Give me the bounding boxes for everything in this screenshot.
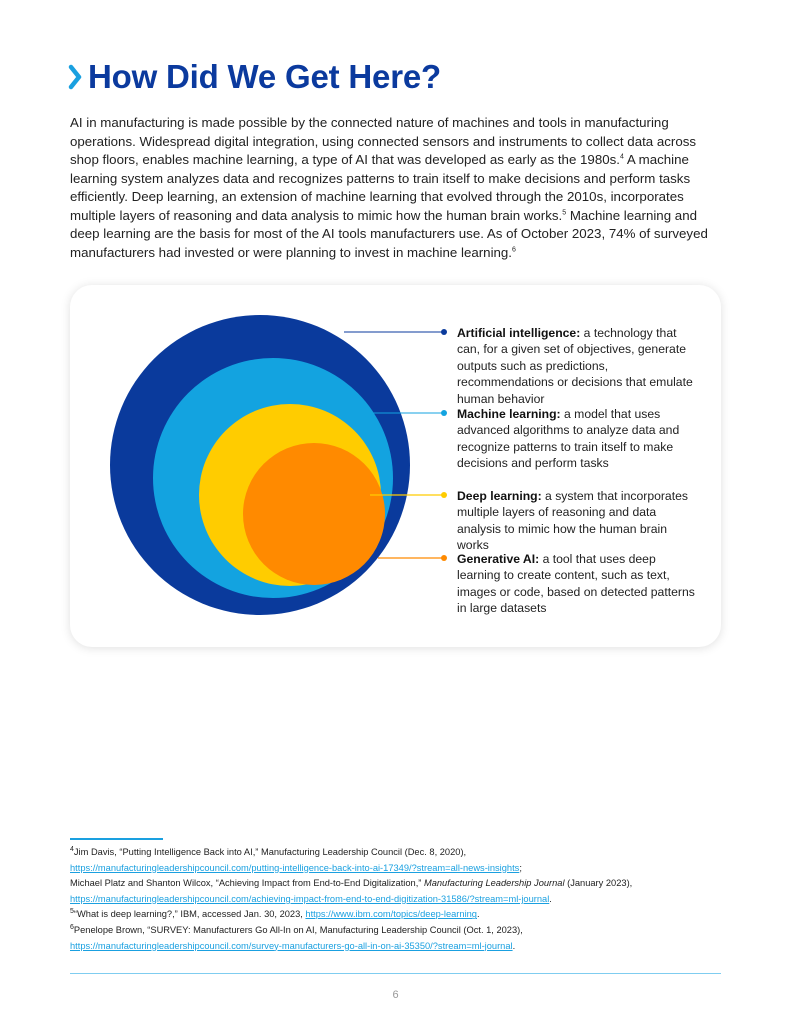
footnote-number: 6 (70, 923, 74, 931)
footnote-6-link[interactable]: https://manufacturingleadershipcouncil.com/survey-manufacturers-go-all-in-on-ai-35350/?stream=ml-journal (70, 940, 513, 951)
footnote-divider (70, 838, 163, 840)
footnote-5 (70, 907, 730, 923)
footnote-4b (70, 876, 730, 892)
legend-machine-learning (457, 406, 702, 472)
chevron-right-icon (68, 64, 82, 90)
footnotes (70, 845, 730, 954)
footnote-number: 5 (70, 908, 74, 916)
footnote-punct: . (549, 893, 552, 904)
legend-description: a system that incorporates multiple layers of reasoning and data analysis to mimic how the human brain works (457, 489, 688, 553)
footnote-text: Jim Davis, “Putting Intelligence Back into AI,” Manufacturing Leadership Council (Dec. 8, 2020), (73, 847, 467, 857)
footnote-source: Manufacturing Leadership Journal (423, 878, 565, 889)
legend-deep-learning (457, 488, 702, 554)
footnote-4b-link[interactable]: https://manufacturingleadershipcouncil.com/achieving-impact-from-end-to-end-digitization-31586/?stream=ml-journal (70, 893, 550, 904)
page-title-text: How Did We Get Here? (88, 58, 441, 95)
connector-dot-ai (441, 329, 447, 335)
footnote-6-link-line (70, 939, 730, 955)
footnote-number: 4 (70, 845, 74, 853)
legend-description: a technology that can, for a given set of objectives, generate outputs such as predictions, recommendations or decisions that emulate human behavior (457, 326, 693, 406)
footnote-ref-4: 4 (619, 153, 624, 161)
footnote-4-link[interactable]: https://manufacturingleadershipcouncil.com/putting-intelligence-back-into-ai-17349/?stream=all-news-insights (70, 862, 520, 873)
intro-text-3: Machine learning and deep learning are the basis for most of the AI tools manufacturers use. As of October 2023, 74% of surveyed manufacturers had invested or were planning to invest in machine learning. (70, 207, 708, 260)
legend-term: Deep learning: (457, 489, 542, 503)
circle-generative-ai (243, 443, 385, 585)
footer-divider (70, 973, 721, 974)
footnote-punct: . (512, 940, 516, 951)
footnote-4b-link-line (70, 892, 730, 908)
intro-paragraph (70, 114, 724, 262)
legend-description: a model that uses advanced algorithms to analyze data and recognize patterns to train itself to make decisions and perform tasks (457, 407, 680, 471)
legend-term: Machine learning: (457, 407, 561, 421)
connector-dot-dl (441, 492, 447, 498)
footnote-4-link-line (70, 861, 730, 877)
legend-generative-ai (457, 551, 702, 617)
page-title (68, 58, 441, 96)
connector-dot-genai (441, 555, 447, 561)
connector-dot-ml (441, 410, 447, 416)
legend-term: Artificial intelligence: (457, 326, 581, 340)
footnote-ref-5: 5 (562, 209, 567, 217)
footnote-4 (70, 845, 730, 861)
footnote-punct: ; (519, 862, 522, 873)
legend-artificial-intelligence (457, 325, 702, 407)
legend-term: Generative AI: (457, 552, 540, 566)
footnote-text: (January 2023), (564, 878, 633, 889)
footnote-5-link[interactable]: https://www.ibm.com/topics/deep-learning (305, 909, 477, 920)
footnote-text: Michael Platz and Shanton Wilcox, “Achieving Impact from End-to-End Digitalization,” (70, 878, 424, 889)
intro-text-2: A machine learning system analyzes data and recognizes patterns to train itself to make decisions and perform tasks efficiently. Deep learning, an extension of machine learning that evolved through the 2010s, incorporates multiple layers of reasoning and data analysis to mimic how the human brain works. (70, 152, 691, 223)
footnote-text: Penelope Brown, “SURVEY: Manufacturers Go All-In on AI, Manufacturing Leadership Council (Oct. 1, 2023), (73, 924, 523, 935)
footnote-6 (70, 923, 730, 939)
footnote-punct: . (476, 909, 480, 920)
ai-hierarchy-diagram (70, 285, 721, 647)
intro-text-1: AI in manufacturing is made possible by the connected nature of machines and tools in manufacturing operations. Widespread digital integration, using connected sensors and instruments to collect data across shop floors, enables machine learning, a type of AI that was developed as early as the 1980s. (70, 115, 697, 167)
footnote-text: “What is deep learning?,” IBM, accessed Jan. 30, 2023, (73, 909, 306, 920)
page-number: 6 (392, 989, 399, 1001)
footnote-ref-6: 6 (512, 246, 516, 254)
legend-description: a tool that uses deep learning to create content, such as text, images or code, based on detected patterns in large datasets (457, 552, 695, 616)
